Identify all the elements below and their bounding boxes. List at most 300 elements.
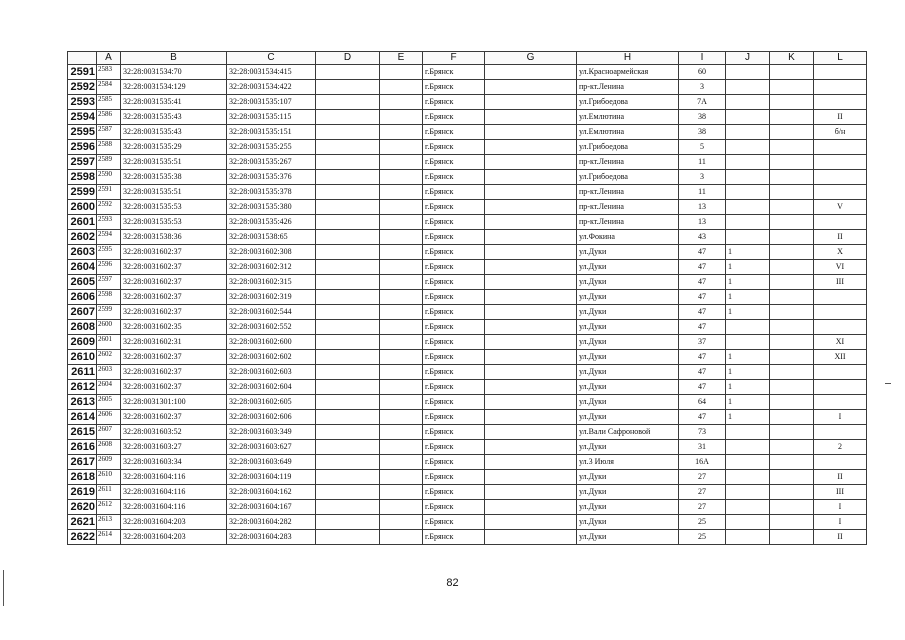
column-d-cell[interactable] (316, 155, 380, 170)
column-k-cell[interactable] (770, 230, 814, 245)
room-cell[interactable]: II (814, 110, 867, 125)
column-d-cell[interactable] (316, 125, 380, 140)
parcel-cadastral-cell[interactable]: 32:28:0031602:37 (121, 245, 227, 260)
house-number-cell[interactable]: 13 (679, 215, 726, 230)
column-d-cell[interactable] (316, 140, 380, 155)
city-cell[interactable]: г.Брянск (423, 290, 485, 305)
street-cell[interactable]: ул.Дуки (577, 470, 679, 485)
corner-cell[interactable] (68, 52, 97, 65)
building-cell[interactable] (726, 230, 770, 245)
building-cell[interactable]: 1 (726, 290, 770, 305)
source-number-cell[interactable]: 2612 (97, 500, 121, 515)
house-number-cell[interactable]: 38 (679, 110, 726, 125)
parcel-cadastral-cell[interactable]: 32:28:0031535:43 (121, 110, 227, 125)
column-d-cell[interactable] (316, 245, 380, 260)
object-cadastral-cell[interactable]: 32:28:0031603:649 (227, 455, 316, 470)
street-cell[interactable]: ул.Дуки (577, 245, 679, 260)
room-cell[interactable]: XII (814, 350, 867, 365)
row-number-cell[interactable]: 2601 (68, 215, 97, 230)
column-g-cell[interactable] (485, 335, 577, 350)
room-cell[interactable] (814, 65, 867, 80)
street-cell[interactable]: ул.Дуки (577, 260, 679, 275)
column-e-cell[interactable] (380, 290, 423, 305)
column-e-cell[interactable] (380, 260, 423, 275)
source-number-cell[interactable]: 2583 (97, 65, 121, 80)
row-number-cell[interactable]: 2593 (68, 95, 97, 110)
column-header-b[interactable]: B (121, 52, 227, 65)
house-number-cell[interactable]: 37 (679, 335, 726, 350)
column-d-cell[interactable] (316, 500, 380, 515)
source-number-cell[interactable]: 2591 (97, 185, 121, 200)
column-k-cell[interactable] (770, 185, 814, 200)
column-k-cell[interactable] (770, 335, 814, 350)
city-cell[interactable]: г.Брянск (423, 95, 485, 110)
column-g-cell[interactable] (485, 185, 577, 200)
row-number-cell[interactable]: 2610 (68, 350, 97, 365)
row-number-cell[interactable]: 2604 (68, 260, 97, 275)
column-d-cell[interactable] (316, 515, 380, 530)
house-number-cell[interactable]: 64 (679, 395, 726, 410)
parcel-cadastral-cell[interactable]: 32:28:0031602:35 (121, 320, 227, 335)
house-number-cell[interactable]: 43 (679, 230, 726, 245)
room-cell[interactable] (814, 155, 867, 170)
parcel-cadastral-cell[interactable]: 32:28:0031535:41 (121, 95, 227, 110)
column-e-cell[interactable] (380, 455, 423, 470)
column-g-cell[interactable] (485, 230, 577, 245)
object-cadastral-cell[interactable]: 32:28:0031603:349 (227, 425, 316, 440)
column-d-cell[interactable] (316, 395, 380, 410)
column-d-cell[interactable] (316, 260, 380, 275)
column-e-cell[interactable] (380, 485, 423, 500)
column-header-j[interactable]: J (726, 52, 770, 65)
object-cadastral-cell[interactable]: 32:28:0031535:151 (227, 125, 316, 140)
street-cell[interactable]: ул.Грибоедова (577, 95, 679, 110)
parcel-cadastral-cell[interactable]: 32:28:0031604:116 (121, 500, 227, 515)
street-cell[interactable]: ул.Дуки (577, 290, 679, 305)
city-cell[interactable]: г.Брянск (423, 455, 485, 470)
source-number-cell[interactable]: 2598 (97, 290, 121, 305)
column-e-cell[interactable] (380, 440, 423, 455)
city-cell[interactable]: г.Брянск (423, 65, 485, 80)
column-k-cell[interactable] (770, 200, 814, 215)
object-cadastral-cell[interactable]: 32:28:0031602:603 (227, 365, 316, 380)
object-cadastral-cell[interactable]: 32:28:0031534:422 (227, 80, 316, 95)
street-cell[interactable]: ул.Дуки (577, 305, 679, 320)
room-cell[interactable] (814, 365, 867, 380)
house-number-cell[interactable]: 11 (679, 185, 726, 200)
street-cell[interactable]: ул.Дуки (577, 320, 679, 335)
parcel-cadastral-cell[interactable]: 32:28:0031604:116 (121, 470, 227, 485)
object-cadastral-cell[interactable]: 32:28:0031602:308 (227, 245, 316, 260)
building-cell[interactable]: 1 (726, 395, 770, 410)
source-number-cell[interactable]: 2605 (97, 395, 121, 410)
source-number-cell[interactable]: 2604 (97, 380, 121, 395)
parcel-cadastral-cell[interactable]: 32:28:0031602:37 (121, 365, 227, 380)
column-k-cell[interactable] (770, 155, 814, 170)
room-cell[interactable] (814, 320, 867, 335)
parcel-cadastral-cell[interactable]: 32:28:0031603:34 (121, 455, 227, 470)
house-number-cell[interactable]: 47 (679, 380, 726, 395)
source-number-cell[interactable]: 2597 (97, 275, 121, 290)
room-cell[interactable] (814, 290, 867, 305)
city-cell[interactable]: г.Брянск (423, 470, 485, 485)
column-k-cell[interactable] (770, 530, 814, 545)
object-cadastral-cell[interactable]: 32:28:0031602:606 (227, 410, 316, 425)
object-cadastral-cell[interactable]: 32:28:0031535:115 (227, 110, 316, 125)
column-k-cell[interactable] (770, 515, 814, 530)
source-number-cell[interactable]: 2599 (97, 305, 121, 320)
city-cell[interactable]: г.Брянск (423, 350, 485, 365)
column-d-cell[interactable] (316, 365, 380, 380)
room-cell[interactable] (814, 80, 867, 95)
column-k-cell[interactable] (770, 320, 814, 335)
column-e-cell[interactable] (380, 155, 423, 170)
column-k-cell[interactable] (770, 410, 814, 425)
column-k-cell[interactable] (770, 290, 814, 305)
city-cell[interactable]: г.Брянск (423, 185, 485, 200)
parcel-cadastral-cell[interactable]: 32:28:0031535:51 (121, 185, 227, 200)
house-number-cell[interactable]: 25 (679, 515, 726, 530)
room-cell[interactable] (814, 185, 867, 200)
column-e-cell[interactable] (380, 350, 423, 365)
object-cadastral-cell[interactable]: 32:28:0031535:267 (227, 155, 316, 170)
street-cell[interactable]: ул.3 Июля (577, 455, 679, 470)
object-cadastral-cell[interactable]: 32:28:0031604:282 (227, 515, 316, 530)
parcel-cadastral-cell[interactable]: 32:28:0031534:129 (121, 80, 227, 95)
column-g-cell[interactable] (485, 455, 577, 470)
building-cell[interactable]: 1 (726, 365, 770, 380)
building-cell[interactable] (726, 335, 770, 350)
house-number-cell[interactable]: 7А (679, 95, 726, 110)
column-g-cell[interactable] (485, 515, 577, 530)
column-header-g[interactable]: G (485, 52, 577, 65)
house-number-cell[interactable]: 47 (679, 350, 726, 365)
source-number-cell[interactable]: 2609 (97, 455, 121, 470)
column-d-cell[interactable] (316, 530, 380, 545)
city-cell[interactable]: г.Брянск (423, 260, 485, 275)
column-k-cell[interactable] (770, 350, 814, 365)
column-g-cell[interactable] (485, 245, 577, 260)
room-cell[interactable]: II (814, 230, 867, 245)
city-cell[interactable]: г.Брянск (423, 125, 485, 140)
house-number-cell[interactable]: 47 (679, 260, 726, 275)
house-number-cell[interactable]: 3 (679, 80, 726, 95)
column-e-cell[interactable] (380, 245, 423, 260)
column-g-cell[interactable] (485, 110, 577, 125)
house-number-cell[interactable]: 25 (679, 530, 726, 545)
building-cell[interactable] (726, 95, 770, 110)
room-cell[interactable]: 2 (814, 440, 867, 455)
column-d-cell[interactable] (316, 185, 380, 200)
row-number-cell[interactable]: 2618 (68, 470, 97, 485)
source-number-cell[interactable]: 2588 (97, 140, 121, 155)
source-number-cell[interactable]: 2595 (97, 245, 121, 260)
column-g-cell[interactable] (485, 410, 577, 425)
street-cell[interactable]: ул.Дуки (577, 335, 679, 350)
column-k-cell[interactable] (770, 125, 814, 140)
row-number-cell[interactable]: 2620 (68, 500, 97, 515)
column-k-cell[interactable] (770, 95, 814, 110)
column-d-cell[interactable] (316, 95, 380, 110)
city-cell[interactable]: г.Брянск (423, 305, 485, 320)
building-cell[interactable] (726, 485, 770, 500)
column-e-cell[interactable] (380, 425, 423, 440)
column-g-cell[interactable] (485, 395, 577, 410)
object-cadastral-cell[interactable]: 32:28:0031602:544 (227, 305, 316, 320)
room-cell[interactable]: II (814, 470, 867, 485)
house-number-cell[interactable]: 47 (679, 410, 726, 425)
object-cadastral-cell[interactable]: 32:28:0031535:426 (227, 215, 316, 230)
column-e-cell[interactable] (380, 410, 423, 425)
street-cell[interactable]: ул.Дуки (577, 500, 679, 515)
house-number-cell[interactable]: 47 (679, 305, 726, 320)
building-cell[interactable] (726, 425, 770, 440)
row-number-cell[interactable]: 2614 (68, 410, 97, 425)
column-g-cell[interactable] (485, 440, 577, 455)
column-k-cell[interactable] (770, 395, 814, 410)
column-g-cell[interactable] (485, 485, 577, 500)
object-cadastral-cell[interactable]: 32:28:0031604:283 (227, 530, 316, 545)
column-e-cell[interactable] (380, 275, 423, 290)
column-g-cell[interactable] (485, 470, 577, 485)
city-cell[interactable]: г.Брянск (423, 365, 485, 380)
street-cell[interactable]: ул.Дуки (577, 395, 679, 410)
column-d-cell[interactable] (316, 230, 380, 245)
source-number-cell[interactable]: 2585 (97, 95, 121, 110)
column-g-cell[interactable] (485, 380, 577, 395)
building-cell[interactable]: 1 (726, 410, 770, 425)
building-cell[interactable]: 1 (726, 305, 770, 320)
street-cell[interactable]: пр-кт.Ленина (577, 80, 679, 95)
building-cell[interactable] (726, 80, 770, 95)
building-cell[interactable] (726, 110, 770, 125)
column-d-cell[interactable] (316, 440, 380, 455)
column-d-cell[interactable] (316, 305, 380, 320)
house-number-cell[interactable]: 11 (679, 155, 726, 170)
building-cell[interactable] (726, 65, 770, 80)
street-cell[interactable]: ул.Грибоедова (577, 170, 679, 185)
row-number-cell[interactable]: 2616 (68, 440, 97, 455)
city-cell[interactable]: г.Брянск (423, 110, 485, 125)
building-cell[interactable] (726, 440, 770, 455)
column-header-l[interactable]: L (814, 52, 867, 65)
city-cell[interactable]: г.Брянск (423, 410, 485, 425)
object-cadastral-cell[interactable]: 32:28:0031534:415 (227, 65, 316, 80)
parcel-cadastral-cell[interactable]: 32:28:0031535:53 (121, 215, 227, 230)
parcel-cadastral-cell[interactable]: 32:28:0031535:51 (121, 155, 227, 170)
parcel-cadastral-cell[interactable]: 32:28:0031604:116 (121, 485, 227, 500)
city-cell[interactable]: г.Брянск (423, 320, 485, 335)
column-g-cell[interactable] (485, 275, 577, 290)
room-cell[interactable] (814, 455, 867, 470)
parcel-cadastral-cell[interactable]: 32:28:0031535:38 (121, 170, 227, 185)
parcel-cadastral-cell[interactable]: 32:28:0031603:52 (121, 425, 227, 440)
column-g-cell[interactable] (485, 530, 577, 545)
column-k-cell[interactable] (770, 65, 814, 80)
street-cell[interactable]: пр-кт.Ленина (577, 185, 679, 200)
column-d-cell[interactable] (316, 215, 380, 230)
row-number-cell[interactable]: 2598 (68, 170, 97, 185)
room-cell[interactable] (814, 425, 867, 440)
parcel-cadastral-cell[interactable]: 32:28:0031535:43 (121, 125, 227, 140)
column-d-cell[interactable] (316, 170, 380, 185)
column-d-cell[interactable] (316, 380, 380, 395)
row-number-cell[interactable]: 2592 (68, 80, 97, 95)
row-number-cell[interactable]: 2591 (68, 65, 97, 80)
street-cell[interactable]: пр-кт.Ленина (577, 155, 679, 170)
column-e-cell[interactable] (380, 320, 423, 335)
object-cadastral-cell[interactable]: 32:28:0031602:319 (227, 290, 316, 305)
building-cell[interactable] (726, 185, 770, 200)
object-cadastral-cell[interactable]: 32:28:0031604:167 (227, 500, 316, 515)
street-cell[interactable]: ул.Дуки (577, 530, 679, 545)
column-g-cell[interactable] (485, 215, 577, 230)
column-d-cell[interactable] (316, 335, 380, 350)
building-cell[interactable]: 1 (726, 260, 770, 275)
street-cell[interactable]: ул.Дуки (577, 485, 679, 500)
building-cell[interactable]: 1 (726, 245, 770, 260)
column-k-cell[interactable] (770, 110, 814, 125)
column-k-cell[interactable] (770, 500, 814, 515)
building-cell[interactable] (726, 530, 770, 545)
column-d-cell[interactable] (316, 485, 380, 500)
parcel-cadastral-cell[interactable]: 32:28:0031535:53 (121, 200, 227, 215)
column-g-cell[interactable] (485, 305, 577, 320)
column-g-cell[interactable] (485, 260, 577, 275)
column-k-cell[interactable] (770, 425, 814, 440)
column-d-cell[interactable] (316, 290, 380, 305)
object-cadastral-cell[interactable]: 32:28:0031535:378 (227, 185, 316, 200)
city-cell[interactable]: г.Брянск (423, 155, 485, 170)
house-number-cell[interactable]: 60 (679, 65, 726, 80)
object-cadastral-cell[interactable]: 32:28:0031535:380 (227, 200, 316, 215)
column-g-cell[interactable] (485, 155, 577, 170)
column-k-cell[interactable] (770, 470, 814, 485)
row-number-cell[interactable]: 2606 (68, 290, 97, 305)
parcel-cadastral-cell[interactable]: 32:28:0031603:27 (121, 440, 227, 455)
building-cell[interactable]: 1 (726, 275, 770, 290)
building-cell[interactable] (726, 140, 770, 155)
street-cell[interactable]: ул.Вали Сафроновой (577, 425, 679, 440)
column-e-cell[interactable] (380, 80, 423, 95)
house-number-cell[interactable]: 47 (679, 365, 726, 380)
column-e-cell[interactable] (380, 140, 423, 155)
column-k-cell[interactable] (770, 245, 814, 260)
column-header-i[interactable]: I (679, 52, 726, 65)
building-cell[interactable] (726, 215, 770, 230)
column-k-cell[interactable] (770, 380, 814, 395)
column-e-cell[interactable] (380, 305, 423, 320)
room-cell[interactable]: III (814, 275, 867, 290)
source-number-cell[interactable]: 2594 (97, 230, 121, 245)
column-k-cell[interactable] (770, 275, 814, 290)
row-number-cell[interactable]: 2609 (68, 335, 97, 350)
row-number-cell[interactable]: 2615 (68, 425, 97, 440)
city-cell[interactable]: г.Брянск (423, 485, 485, 500)
house-number-cell[interactable]: 3 (679, 170, 726, 185)
source-number-cell[interactable]: 2586 (97, 110, 121, 125)
source-number-cell[interactable]: 2613 (97, 515, 121, 530)
column-header-h[interactable]: H (577, 52, 679, 65)
column-g-cell[interactable] (485, 170, 577, 185)
street-cell[interactable]: ул.Емлютина (577, 110, 679, 125)
city-cell[interactable]: г.Брянск (423, 530, 485, 545)
street-cell[interactable]: ул.Фокина (577, 230, 679, 245)
row-number-cell[interactable]: 2611 (68, 365, 97, 380)
city-cell[interactable]: г.Брянск (423, 515, 485, 530)
column-d-cell[interactable] (316, 65, 380, 80)
column-g-cell[interactable] (485, 425, 577, 440)
source-number-cell[interactable]: 2603 (97, 365, 121, 380)
parcel-cadastral-cell[interactable]: 32:28:0031602:37 (121, 305, 227, 320)
column-e-cell[interactable] (380, 125, 423, 140)
column-d-cell[interactable] (316, 200, 380, 215)
city-cell[interactable]: г.Брянск (423, 200, 485, 215)
house-number-cell[interactable]: 73 (679, 425, 726, 440)
city-cell[interactable]: г.Брянск (423, 230, 485, 245)
parcel-cadastral-cell[interactable]: 32:28:0031602:37 (121, 350, 227, 365)
row-number-cell[interactable]: 2607 (68, 305, 97, 320)
column-d-cell[interactable] (316, 350, 380, 365)
column-header-a[interactable]: A (97, 52, 121, 65)
parcel-cadastral-cell[interactable]: 32:28:0031301:100 (121, 395, 227, 410)
column-g-cell[interactable] (485, 200, 577, 215)
city-cell[interactable]: г.Брянск (423, 170, 485, 185)
source-number-cell[interactable]: 2596 (97, 260, 121, 275)
column-g-cell[interactable] (485, 365, 577, 380)
street-cell[interactable]: ул.Грибоедова (577, 140, 679, 155)
column-d-cell[interactable] (316, 275, 380, 290)
city-cell[interactable]: г.Брянск (423, 425, 485, 440)
street-cell[interactable]: ул.Дуки (577, 410, 679, 425)
column-e-cell[interactable] (380, 380, 423, 395)
room-cell[interactable]: I (814, 410, 867, 425)
row-number-cell[interactable]: 2596 (68, 140, 97, 155)
column-e-cell[interactable] (380, 110, 423, 125)
source-number-cell[interactable]: 2607 (97, 425, 121, 440)
object-cadastral-cell[interactable]: 32:28:0031602:600 (227, 335, 316, 350)
city-cell[interactable]: г.Брянск (423, 380, 485, 395)
street-cell[interactable]: ул.Емлютина (577, 125, 679, 140)
building-cell[interactable]: 1 (726, 380, 770, 395)
object-cadastral-cell[interactable]: 32:28:0031602:315 (227, 275, 316, 290)
column-e-cell[interactable] (380, 230, 423, 245)
city-cell[interactable]: г.Брянск (423, 245, 485, 260)
room-cell[interactable]: V (814, 200, 867, 215)
object-cadastral-cell[interactable]: 32:28:0031602:552 (227, 320, 316, 335)
column-d-cell[interactable] (316, 470, 380, 485)
source-number-cell[interactable]: 2614 (97, 530, 121, 545)
column-header-e[interactable]: E (380, 52, 423, 65)
column-k-cell[interactable] (770, 170, 814, 185)
parcel-cadastral-cell[interactable]: 32:28:0031534:70 (121, 65, 227, 80)
room-cell[interactable]: VI (814, 260, 867, 275)
column-k-cell[interactable] (770, 455, 814, 470)
object-cadastral-cell[interactable]: 32:28:0031603:627 (227, 440, 316, 455)
parcel-cadastral-cell[interactable]: 32:28:0031604:203 (121, 515, 227, 530)
row-number-cell[interactable]: 2613 (68, 395, 97, 410)
street-cell[interactable]: ул.Дуки (577, 275, 679, 290)
row-number-cell[interactable]: 2612 (68, 380, 97, 395)
source-number-cell[interactable]: 2602 (97, 350, 121, 365)
street-cell[interactable]: ул.Дуки (577, 515, 679, 530)
column-g-cell[interactable] (485, 125, 577, 140)
room-cell[interactable] (814, 305, 867, 320)
parcel-cadastral-cell[interactable]: 32:28:0031602:37 (121, 290, 227, 305)
column-k-cell[interactable] (770, 215, 814, 230)
house-number-cell[interactable]: 47 (679, 290, 726, 305)
column-e-cell[interactable] (380, 395, 423, 410)
